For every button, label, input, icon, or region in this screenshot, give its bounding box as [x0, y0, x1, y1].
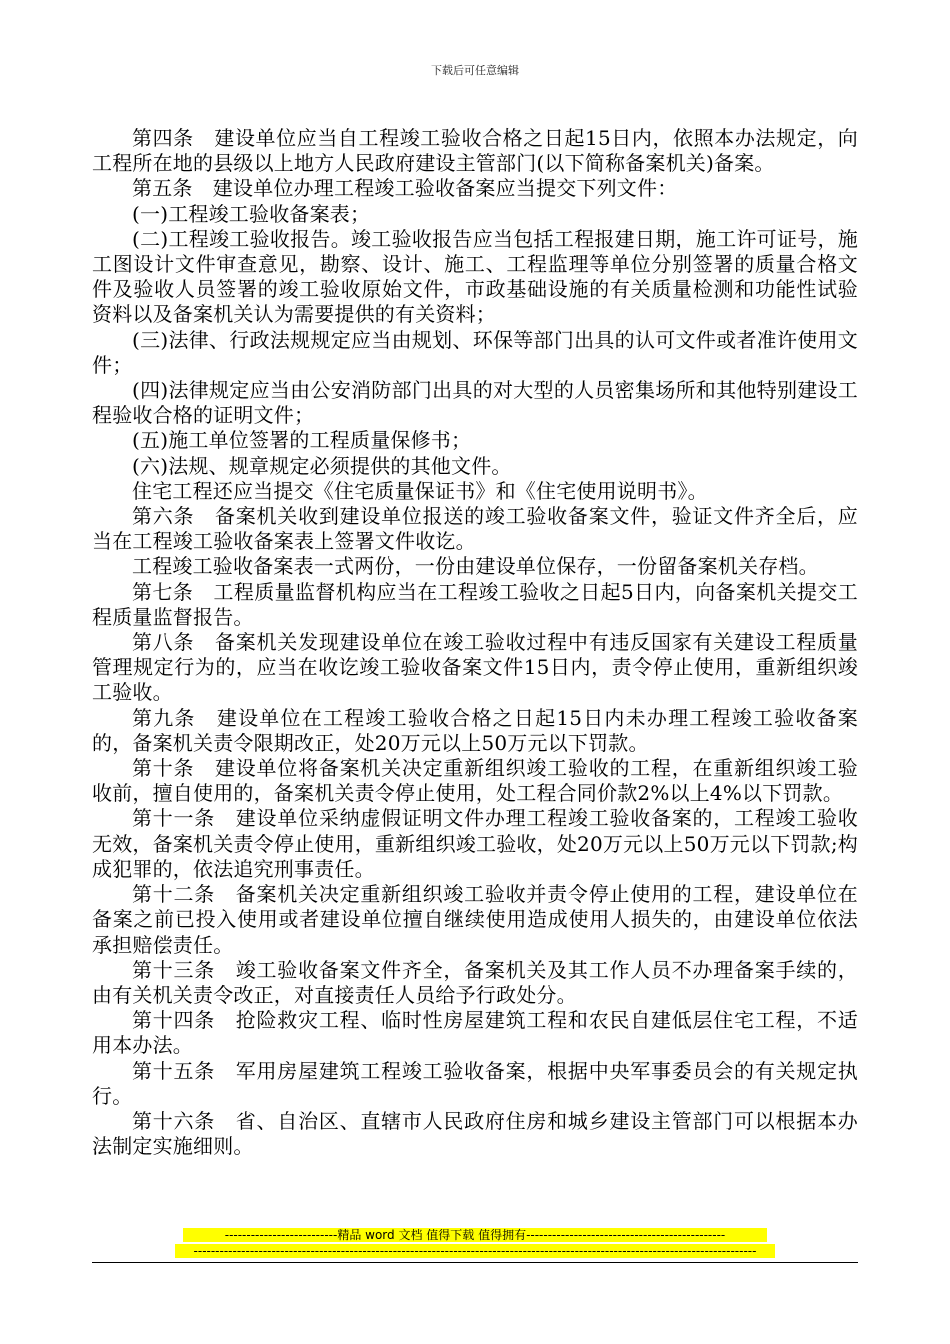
article-5-item-3: (三)法律、行政法规规定应当由规划、环保等部门出具的认可文件或者准许使用文件；	[92, 327, 858, 377]
article-6: 第六条 备案机关收到建设单位报送的竣工验收备案文件，验证文件齐全后，应当在工程竣工验收备案表上签署文件收讫。	[92, 504, 858, 554]
page-header-note: 下载后可任意编辑	[431, 64, 519, 77]
article-9: 第九条 建设单位在工程竣工验收合格之日起15日内未办理工程竣工验收备案的，备案机关责令限期改正，处20万元以上50万元以下罚款。	[92, 705, 858, 755]
page-footer	[0, 1228, 950, 1258]
article-11: 第十一条 建设单位采纳虚假证明文件办理工程竣工验收备案的，工程竣工验收无效，备案机关责令停止使用，重新组织竣工验收，处20万元以上50万元以下罚款;构成犯罪的，依法追究刑事责任。	[92, 806, 858, 881]
article-5: 第五条 建设单位办理工程竣工验收备案应当提交下列文件：	[132, 176, 678, 201]
article-14: 第十四条 抢险救灾工程、临时性房屋建筑工程和农民自建低层住宅工程，不适用本办法。	[92, 1008, 858, 1058]
article-5-item-6: (六)法规、规章规定必须提供的其他文件。	[132, 453, 512, 478]
footer-promo-line: --------------------------精品 word 文档 值得下载 值得拥有----------------------------------------------	[183, 1228, 767, 1242]
article-7: 第七条 工程质量监督机构应当在工程竣工验收之日起5日内，向备案机关提交工程质量监督报告。	[92, 579, 858, 629]
article-5-residential-note: 住宅工程还应当提交《住宅质量保证书》和《住宅使用说明书》。	[132, 478, 708, 503]
article-13: 第十三条 竣工验收备案文件齐全，备案机关及其工作人员不办理备案手续的，由有关机关责令改正，对直接责任人员给予行政处分。	[92, 957, 858, 1007]
article-12: 第十二条 备案机关决定重新组织竣工验收并责令停止使用的工程，建设单位在备案之前已投入使用或者建设单位擅自继续使用造成使用人损失的，由建设单位依法承担赔偿责任。	[92, 882, 858, 957]
article-5-item-4: (四)法律规定应当由公安消防部门出具的对大型的人员密集场所和其他特别建设工程验收合格的证明文件；	[92, 378, 858, 428]
article-15: 第十五条 军用房屋建筑工程竣工验收备案，根据中央军事委员会的有关规定执行。	[92, 1058, 858, 1108]
article-16: 第十六条 省、自治区、直辖市人民政府住房和城乡建设主管部门可以根据本办法制定实施细则。	[92, 1108, 858, 1159]
footer-dash-line: ----------------------------------------------------------------------------------------------------------------------------------	[175, 1244, 775, 1258]
footer-divider	[92, 1262, 858, 1263]
article-8: 第八条 备案机关发现建设单位在竣工验收过程中有违反国家有关建设工程质量管理规定行为的，应当在收讫竣工验收备案文件15日内，责令停止使用，重新组织竣工验收。	[92, 630, 858, 705]
article-4: 第四条 建设单位应当自工程竣工验收合格之日起15日内，依照本办法规定，向工程所在地的县级以上地方人民政府建设主管部门(以下简称备案机关)备案。	[92, 126, 858, 176]
article-5-item-1: (一)工程竣工验收备案表；	[132, 201, 371, 226]
article-10: 第十条 建设单位将备案机关决定重新组织竣工验收的工程，在重新组织竣工验收前，擅自使用的，备案机关责令停止使用，处工程合同价款2%以上4%以下罚款。	[92, 756, 858, 806]
article-5-item-5: (五)施工单位签署的工程质量保修书；	[132, 428, 472, 453]
article-5-item-2: (二)工程竣工验收报告。竣工验收报告应当包括工程报建日期，施工许可证号，施工图设计文件审查意见，勘察、设计、施工、工程监理等单位分别签署的质量合格文件及验收人员签署的竣工验收原始文件，市政基础设施的有关质量检测和功能性试验资料以及备案机关认为需要提供的有关资料；	[92, 226, 858, 327]
article-6-form-note: 工程竣工验收备案表一式两份，一份由建设单位保存，一份留备案机关存档。	[132, 554, 819, 579]
document-body	[92, 126, 858, 1159]
